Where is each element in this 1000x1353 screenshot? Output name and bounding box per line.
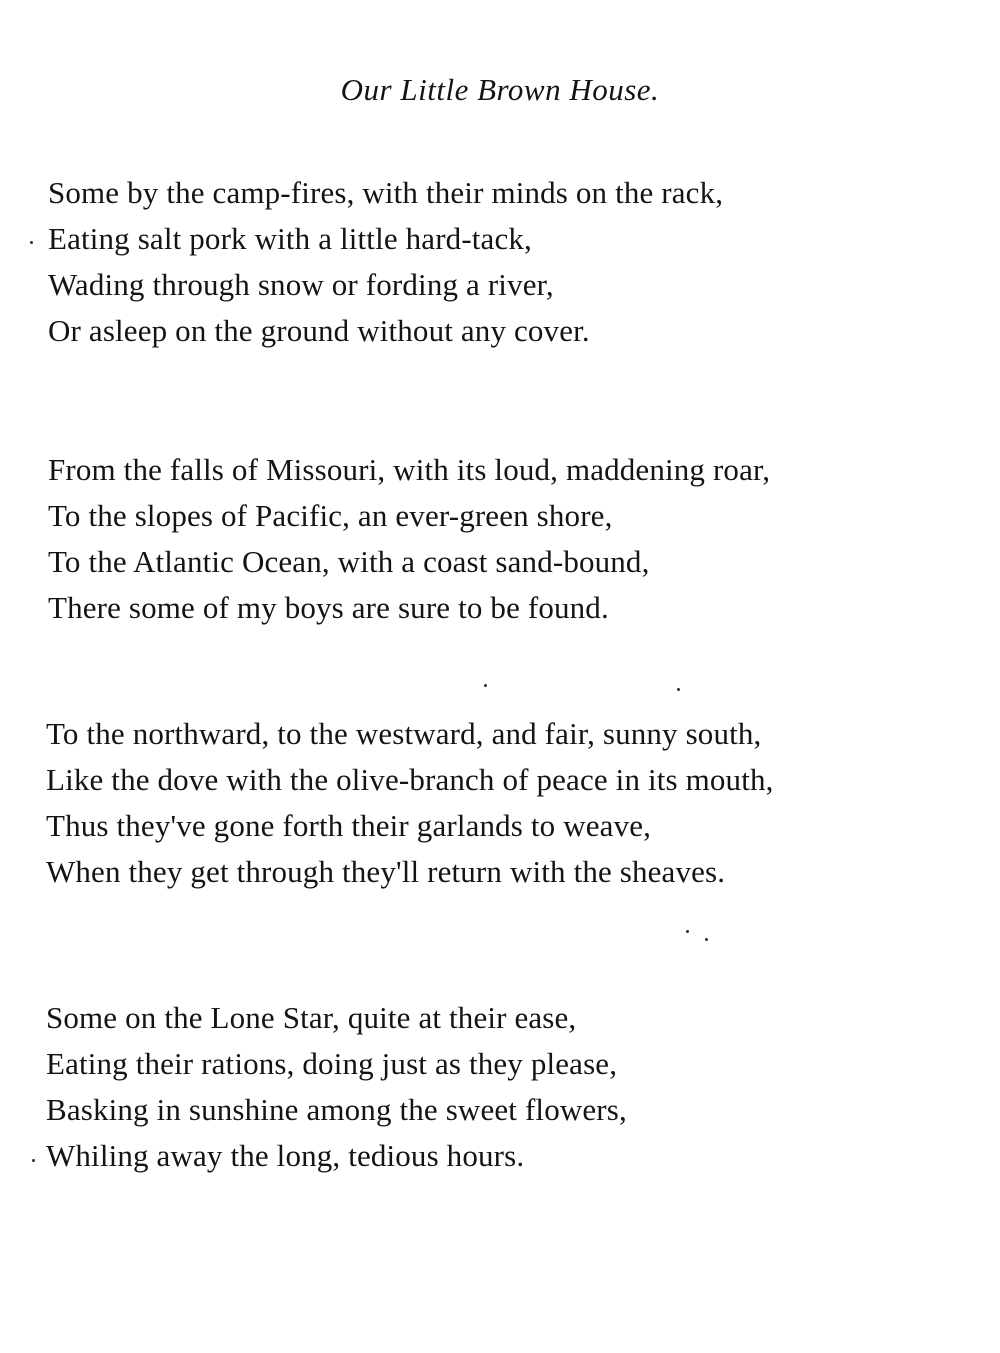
poem-title: Our Little Brown House. bbox=[340, 72, 660, 107]
poem-line: There some of my boys are sure to be found. bbox=[48, 590, 609, 625]
print-speck bbox=[677, 688, 680, 691]
stanza-4 bbox=[46, 995, 627, 1179]
print-speck bbox=[705, 938, 708, 941]
poem-line: Eating salt pork with a little hard-tack, bbox=[48, 221, 532, 256]
print-speck bbox=[32, 1159, 35, 1162]
stanza-3 bbox=[46, 711, 774, 895]
poem-line: Whiling away the long, tedious hours. bbox=[46, 1138, 525, 1173]
poem-line: Like the dove with the olive-branch of peace in its mouth, bbox=[46, 762, 774, 797]
stanza-1 bbox=[48, 170, 723, 354]
poem-line: To the slopes of Pacific, an ever-green shore, bbox=[48, 498, 613, 533]
poem-line: To the northward, to the westward, and fair, sunny south, bbox=[46, 716, 762, 751]
poem-line: Some on the Lone Star, quite at their ease, bbox=[46, 1000, 577, 1035]
print-speck bbox=[484, 684, 487, 687]
poem-line: Basking in sunshine among the sweet flowers, bbox=[46, 1092, 627, 1127]
poem-line: Eating their rations, doing just as they please, bbox=[46, 1046, 618, 1081]
poem-line: Thus they've gone forth their garlands to weave, bbox=[46, 808, 652, 843]
poem-line: Some by the camp-fires, with their minds on the rack, bbox=[48, 175, 724, 210]
poem-line: From the falls of Missouri, with its loud, maddening roar, bbox=[48, 452, 771, 487]
print-speck bbox=[30, 241, 33, 244]
stanza-2 bbox=[48, 447, 770, 631]
poem-line: When they get through they'll return with the sheaves. bbox=[46, 854, 726, 889]
poem-line: Or asleep on the ground without any cover. bbox=[48, 313, 590, 348]
poem-line: Wading through snow or fording a river, bbox=[48, 267, 554, 302]
print-speck bbox=[686, 930, 689, 933]
poem-line: To the Atlantic Ocean, with a coast sand-bound, bbox=[48, 544, 650, 579]
